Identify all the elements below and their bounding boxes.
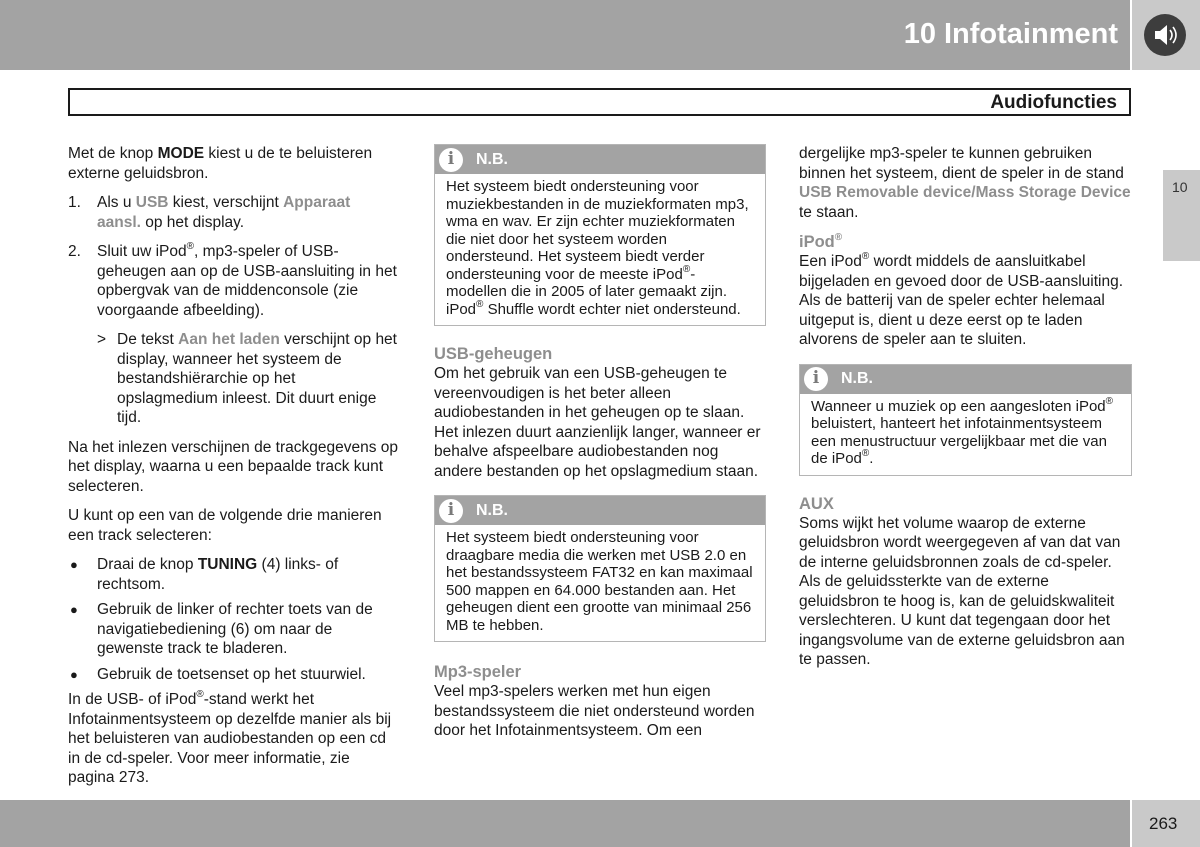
text: beluistert, hanteert het infotainmentsysteem een menustructuur vergelijkbaar met die van de iPod [811,415,1107,467]
note-label: N.B. [476,501,508,519]
text: Draai de knop [97,556,198,573]
note-header [435,145,765,174]
intro-paragraph [68,144,398,183]
ipod-heading [799,232,1132,252]
info-icon: i [439,499,463,523]
note-header [800,365,1131,394]
chapter-side-tab [1163,170,1200,261]
step-number: 2. [68,243,81,260]
text: Wanneer u muziek op een aangesloten iPod [811,397,1106,415]
note-box [799,364,1132,476]
note-text [800,394,1131,475]
text: In de USB- of iPod [68,691,197,708]
text: dergelijke mp3-speler te kunnen gebruiken binnen het systeem, dient de speler in de stand [799,145,1124,182]
display-text-usb: USB [135,194,169,211]
text: kiest u de te beluisteren externe geluidsbron. [68,145,373,182]
step-text [97,242,398,320]
registered-mark: ® [861,250,870,262]
text: -modellen die in 2005 of later gemaakt zijn. iPod [446,265,728,318]
result-text [117,330,398,428]
bullet-text: Gebruik de toetsenset op het stuurwiel. [97,665,366,683]
text: Het systeem biedt ondersteuning voor muziekbestanden in de muziekformaten mp3, wma en wav. Er zijn echter muziekformaten die niet door het systeem worden ondersteund. Het systeem biedt verder ondersteuning voor de meeste iPod [446,178,749,283]
bullet-icon: ● [70,666,78,682]
info-icon: i [439,148,463,172]
column-3 [799,144,1132,680]
text: , mp3-speler of USB-geheugen aan op de USB-aansluiting in het opbergvak van de middenconsole (zie voorgaande afbeelding). [97,243,397,319]
info-icon: i [804,367,828,391]
note-text [435,174,765,325]
paragraph: Soms wijkt het volume waarop de externe geluidsbron wordt weergegeven af van dat van de interne geluidsbronnen zoals de cd-speler. Als de geluidssterkte van de externe geluidsbron te hoog is, kan de geluidskwaliteit verslechteren. U kunt dat tegengaan door het ingangsvolume van de externe geluidsbron aan te passen. [799,514,1125,668]
bullet-icon: ● [70,602,78,617]
bullet-item [68,555,398,594]
display-text-usb-device: USB Removable device/Mass Storage Device [799,184,1131,201]
display-text-apparaat: Apparaat aansl. [97,194,351,231]
paragraph: Na het inlezen verschijnen de trackgegevens op het display, waarna u een bepaalde track kunt selecteren. [68,438,399,495]
text: De tekst [117,331,179,348]
step-2-result [97,330,398,428]
aux-heading: AUX [799,494,834,513]
bullet-text [97,555,398,594]
paragraph [68,690,398,788]
step-1 [68,193,398,232]
step-number: 1. [68,194,81,211]
note-label: N.B. [841,370,873,388]
text: op het display. [140,213,245,231]
note-text: Het systeem biedt ondersteuning voor draagbare media die werken met USB 2.0 en het bestandssysteem FAT32 en kan maximaal 500 mappen en 64.000 bestanden aan. Het geheugen dient een grootte van minimaal 256 MB te hebben. [446,529,753,634]
bullet-icon: ● [70,557,78,572]
display-text-loading: Aan het laden [178,331,280,348]
paragraph: Om het gebruik van een USB-geheugen te vereenvoudigen is het beter alleen audiobestanden in het geheugen op te slaan. Het inlezen duurt aanzienlijk langer, wanneer er behalve afspeelbare audiobestanden nog andere bestanden op het opslagmedium staan. [434,365,761,480]
mode-label: MODE [157,145,205,162]
paragraph [799,252,1132,350]
bullet-text: Gebruik de linker of rechter toets van de navigatiebediening (6) om naar de gewenste track te bladeren. [97,601,373,657]
paragraph: Veel mp3-spelers werken met hun eigen bestandssysteem die niet ondersteund worden door het Infotainmentsysteem. Om een [434,683,755,739]
chapter-side-tab-label: 10 [1172,179,1188,195]
text: kiest, verschijnt [168,194,284,211]
section-title: Audiofuncties [990,92,1117,113]
text: Sluit uw iPod [97,243,187,260]
header-icon-box [1132,0,1200,70]
text: Met de knop [68,145,158,162]
text: wordt middels de aansluitkabel bijgeladen en gevoed door de USB-aansluiting. Als de batterij van de speler echter helemaal uitgeput is, dient u deze eerst op te laden alvorens de speler aan te sluiten. [799,253,1124,348]
text: te staan. [799,203,859,221]
registered-mark: ® [861,448,870,459]
registered-mark: ® [186,240,194,252]
text: verschijnt op het display, wanneer het systeem de bestandshiërarchie op het opslagmedium inleest. Dit duurt enige tijd. [117,331,397,426]
text: (4) links- of rechtsom. [97,556,339,593]
registered-mark: ® [196,688,204,700]
header-bar [0,0,1130,70]
section-title-box [68,88,1131,116]
tuning-label: TUNING [197,556,258,573]
step-2 [68,242,398,320]
registered-mark: ® [682,263,691,275]
note-label: N.B. [476,150,508,168]
page-number: 263 [1149,814,1178,833]
registered-mark: ® [476,298,484,310]
paragraph [799,144,1132,222]
usb-heading: USB-geheugen [434,345,553,363]
registered-mark: ® [834,231,843,243]
mp3-heading: Mp3-speler [434,663,522,681]
result-marker: > [97,331,107,348]
column-1 [68,144,398,798]
column-2 [434,144,766,751]
paragraph: U kunt op een van de volgende drie manieren een track selecteren: [68,507,382,544]
registered-mark: ® [1105,395,1114,407]
text: Een iPod [799,253,862,270]
text: . [869,450,874,467]
note-header [435,496,765,525]
chapter-title: 10 Infotainment [903,18,1118,50]
bullet-item [68,665,398,685]
note-box [434,495,766,642]
bullet-item [68,600,398,659]
text: -stand werkt het Infotainmentsysteem op dezelfde manier als bij het beluisteren van audiobestanden op een cd in de cd-speler. Voor meer informatie, zie pagina 273. [68,691,392,786]
text: iPod [799,233,835,251]
step-text [97,193,398,232]
page-number-box [1132,800,1200,847]
footer-bar [0,800,1130,847]
speaker-icon [1144,14,1186,56]
text: Shuffle wordt echter niet ondersteund. [483,300,741,318]
text: Als u [97,194,136,211]
note-box [434,144,766,326]
